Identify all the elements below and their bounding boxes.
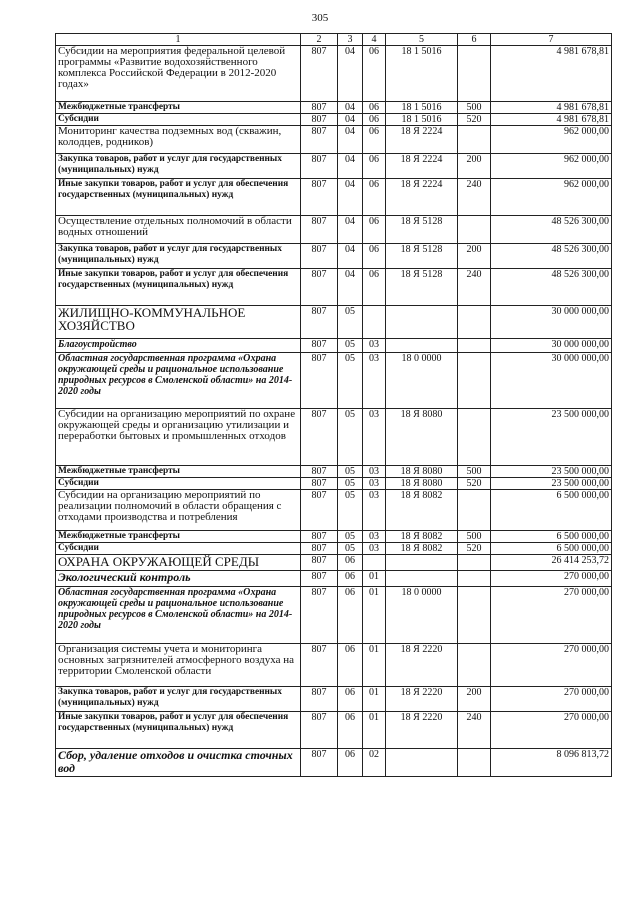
- row-subsection: 03: [363, 353, 386, 409]
- row-subsection: 01: [363, 644, 386, 687]
- row-amount: 30 000 000,00: [491, 339, 612, 353]
- row-section: 04: [338, 244, 363, 269]
- row-expense-type: [458, 571, 491, 587]
- row-expense-type: [458, 339, 491, 353]
- row-admin-code: 807: [301, 466, 338, 478]
- row-subsection: 06: [363, 216, 386, 244]
- row-target-article: 18 Я 2220: [386, 687, 458, 712]
- row-amount: 270 000,00: [491, 587, 612, 644]
- row-expense-type: 200: [458, 244, 491, 269]
- row-admin-code: 807: [301, 555, 338, 571]
- row-amount: 4 981 678,81: [491, 102, 612, 114]
- table-row: [56, 478, 612, 490]
- row-target-article: 18 Я 8082: [386, 543, 458, 555]
- row-section: 04: [338, 216, 363, 244]
- row-section: 04: [338, 179, 363, 216]
- table-row: [56, 587, 612, 644]
- row-admin-code: 807: [301, 306, 338, 339]
- row-admin-code: 807: [301, 712, 338, 749]
- row-section: 06: [338, 587, 363, 644]
- row-name: Субсидии: [56, 478, 301, 490]
- row-admin-code: 807: [301, 531, 338, 543]
- row-target-article: [386, 749, 458, 777]
- row-amount: 270 000,00: [491, 644, 612, 687]
- row-name: Субсидии: [56, 114, 301, 126]
- row-admin-code: 807: [301, 478, 338, 490]
- row-expense-type: [458, 216, 491, 244]
- row-subsection: 03: [363, 339, 386, 353]
- row-expense-type: 200: [458, 154, 491, 179]
- table-row: [56, 571, 612, 587]
- row-subsection: 02: [363, 749, 386, 777]
- row-amount: 48 526 300,00: [491, 244, 612, 269]
- row-subsection: 06: [363, 244, 386, 269]
- row-name: Организация системы учета и мониторинга основных загрязнителей атмосферного воздуха на территории Смоленской области: [56, 644, 301, 687]
- row-name: Областная государственная программа «Охрана окружающей среды и рациональное использование природных ресурсов в Смоленской области» на 2014-2020 годы: [56, 353, 301, 409]
- table-row: [56, 490, 612, 531]
- row-name: ЖИЛИЩНО-КОММУНАЛЬНОЕ ХОЗЯЙСТВО: [56, 306, 301, 339]
- row-subsection: 06: [363, 46, 386, 102]
- row-target-article: 18 1 5016: [386, 46, 458, 102]
- row-expense-type: 240: [458, 179, 491, 216]
- row-section: 04: [338, 102, 363, 114]
- row-amount: 30 000 000,00: [491, 306, 612, 339]
- row-expense-type: 500: [458, 466, 491, 478]
- row-admin-code: 807: [301, 46, 338, 102]
- row-target-article: 18 Я 2220: [386, 712, 458, 749]
- row-amount: 962 000,00: [491, 126, 612, 154]
- row-subsection: [363, 555, 386, 571]
- row-amount: 6 500 000,00: [491, 543, 612, 555]
- row-name: Осуществление отдельных полномочий в области водных отношений: [56, 216, 301, 244]
- row-amount: 270 000,00: [491, 687, 612, 712]
- page-number: 305: [311, 12, 329, 24]
- row-section: 04: [338, 154, 363, 179]
- table-row: [56, 531, 612, 543]
- table-row: [56, 306, 612, 339]
- row-section: 06: [338, 749, 363, 777]
- row-section: 04: [338, 269, 363, 306]
- row-section: 04: [338, 126, 363, 154]
- row-amount: 30 000 000,00: [491, 353, 612, 409]
- row-section: 05: [338, 353, 363, 409]
- row-admin-code: 807: [301, 749, 338, 777]
- header-col-1: 1: [56, 34, 301, 46]
- row-subsection: 03: [363, 490, 386, 531]
- row-target-article: [386, 555, 458, 571]
- table-row: [56, 749, 612, 777]
- row-amount: 6 500 000,00: [491, 490, 612, 531]
- row-expense-type: [458, 126, 491, 154]
- row-expense-type: [458, 490, 491, 531]
- row-admin-code: 807: [301, 490, 338, 531]
- row-name: Сбор, удаление отходов и очистка сточных вод: [56, 749, 301, 777]
- row-expense-type: 240: [458, 269, 491, 306]
- row-target-article: 18 Я 2220: [386, 644, 458, 687]
- row-target-article: 18 Я 2224: [386, 126, 458, 154]
- row-expense-type: [458, 46, 491, 102]
- row-subsection: 06: [363, 102, 386, 114]
- table-row: [56, 339, 612, 353]
- table-row: [56, 353, 612, 409]
- row-name: Закупка товаров, работ и услуг для государственных (муниципальных) нужд: [56, 154, 301, 179]
- row-admin-code: 807: [301, 269, 338, 306]
- header-col-2: 2: [301, 34, 338, 46]
- row-subsection: 01: [363, 687, 386, 712]
- table-row: [56, 216, 612, 244]
- row-name: Субсидии на мероприятия федеральной целевой программы «Развитие водохозяйственного комплекса Российской Федерации в 2012-2020 годах»: [56, 46, 301, 102]
- row-admin-code: 807: [301, 543, 338, 555]
- row-expense-type: [458, 409, 491, 466]
- row-target-article: 18 1 5016: [386, 102, 458, 114]
- table-row: [56, 179, 612, 216]
- row-subsection: 03: [363, 543, 386, 555]
- row-expense-type: [458, 749, 491, 777]
- table-row: [56, 102, 612, 114]
- row-subsection: 03: [363, 409, 386, 466]
- row-target-article: [386, 571, 458, 587]
- row-subsection: 03: [363, 531, 386, 543]
- row-expense-type: 500: [458, 102, 491, 114]
- row-target-article: 18 0 0000: [386, 353, 458, 409]
- row-expense-type: [458, 306, 491, 339]
- row-section: 05: [338, 339, 363, 353]
- row-name: Межбюджетные трансферты: [56, 102, 301, 114]
- row-amount: 270 000,00: [491, 712, 612, 749]
- header-col-3: 3: [338, 34, 363, 46]
- row-name: Межбюджетные трансферты: [56, 531, 301, 543]
- row-subsection: 06: [363, 269, 386, 306]
- row-amount: 26 414 253,72: [491, 555, 612, 571]
- row-section: 05: [338, 531, 363, 543]
- row-admin-code: 807: [301, 409, 338, 466]
- row-target-article: [386, 306, 458, 339]
- row-admin-code: 807: [301, 179, 338, 216]
- row-admin-code: 807: [301, 339, 338, 353]
- row-admin-code: 807: [301, 154, 338, 179]
- row-section: 06: [338, 644, 363, 687]
- row-section: 05: [338, 306, 363, 339]
- table-row: [56, 114, 612, 126]
- row-name: Областная государственная программа «Охрана окружающей среды и рациональное использование природных ресурсов в Смоленской области» на 2014-2020 годы: [56, 587, 301, 644]
- row-expense-type: [458, 644, 491, 687]
- row-target-article: 18 Я 8082: [386, 490, 458, 531]
- row-section: 05: [338, 409, 363, 466]
- row-name: Экологический контроль: [56, 571, 301, 587]
- row-subsection: 03: [363, 466, 386, 478]
- row-target-article: 18 Я 5128: [386, 244, 458, 269]
- row-target-article: 18 Я 8082: [386, 531, 458, 543]
- row-section: 06: [338, 555, 363, 571]
- row-subsection: 01: [363, 571, 386, 587]
- row-expense-type: 200: [458, 687, 491, 712]
- row-section: 05: [338, 466, 363, 478]
- row-amount: 23 500 000,00: [491, 466, 612, 478]
- table-row: [56, 687, 612, 712]
- table-row: [56, 712, 612, 749]
- row-section: 05: [338, 478, 363, 490]
- row-name: Мониторинг качества подземных вод (скважин, колодцев, родников): [56, 126, 301, 154]
- row-amount: 4 981 678,81: [491, 114, 612, 126]
- row-amount: 48 526 300,00: [491, 269, 612, 306]
- row-target-article: 18 Я 2224: [386, 179, 458, 216]
- row-admin-code: 807: [301, 102, 338, 114]
- row-section: 06: [338, 712, 363, 749]
- row-name: Субсидии на организацию мероприятий по реализации полномочий в области обращения с отходами производства и потребления: [56, 490, 301, 531]
- row-admin-code: 807: [301, 587, 338, 644]
- row-target-article: 18 Я 5128: [386, 269, 458, 306]
- row-amount: 8 096 813,72: [491, 749, 612, 777]
- row-expense-type: 520: [458, 478, 491, 490]
- row-amount: 4 981 678,81: [491, 46, 612, 102]
- row-subsection: 06: [363, 154, 386, 179]
- row-expense-type: 520: [458, 114, 491, 126]
- row-name: Закупка товаров, работ и услуг для государственных (муниципальных) нужд: [56, 244, 301, 269]
- row-name: Иные закупки товаров, работ и услуг для обеспечения государственных (муниципальных) нужд: [56, 269, 301, 306]
- row-section: 06: [338, 687, 363, 712]
- row-target-article: 18 Я 5128: [386, 216, 458, 244]
- row-target-article: 18 Я 8080: [386, 466, 458, 478]
- row-subsection: 06: [363, 114, 386, 126]
- row-admin-code: 807: [301, 126, 338, 154]
- row-expense-type: 500: [458, 531, 491, 543]
- row-name: ОХРАНА ОКРУЖАЮЩЕЙ СРЕДЫ: [56, 555, 301, 571]
- row-section: 06: [338, 571, 363, 587]
- table-row: [56, 543, 612, 555]
- header-col-6: 6: [458, 34, 491, 46]
- row-expense-type: 240: [458, 712, 491, 749]
- row-name: Субсидии на организацию мероприятий по охране окружающей среды и организацию утилизации и переработки бытовых и промышленных отходов: [56, 409, 301, 466]
- row-admin-code: 807: [301, 353, 338, 409]
- row-expense-type: [458, 587, 491, 644]
- budget-table: [55, 33, 612, 777]
- row-amount: 6 500 000,00: [491, 531, 612, 543]
- row-name: Субсидии: [56, 543, 301, 555]
- row-amount: 48 526 300,00: [491, 216, 612, 244]
- table-row: [56, 46, 612, 102]
- row-section: 04: [338, 114, 363, 126]
- row-subsection: [363, 306, 386, 339]
- row-expense-type: 520: [458, 543, 491, 555]
- row-name: Закупка товаров, работ и услуг для государственных (муниципальных) нужд: [56, 687, 301, 712]
- row-name: Иные закупки товаров, работ и услуг для обеспечения государственных (муниципальных) нужд: [56, 179, 301, 216]
- table-row: [56, 409, 612, 466]
- row-expense-type: [458, 555, 491, 571]
- row-expense-type: [458, 353, 491, 409]
- header-col-5: 5: [386, 34, 458, 46]
- row-target-article: 18 Я 8080: [386, 409, 458, 466]
- row-name: Межбюджетные трансферты: [56, 466, 301, 478]
- table-header-row: [56, 34, 612, 46]
- row-amount: 23 500 000,00: [491, 409, 612, 466]
- row-admin-code: 807: [301, 244, 338, 269]
- table-row: [56, 126, 612, 154]
- table-row: [56, 555, 612, 571]
- row-admin-code: 807: [301, 571, 338, 587]
- table-row: [56, 644, 612, 687]
- row-admin-code: 807: [301, 114, 338, 126]
- budget-table-body: [56, 34, 612, 777]
- row-subsection: 06: [363, 126, 386, 154]
- row-name: Благоустройство: [56, 339, 301, 353]
- header-col-4: 4: [363, 34, 386, 46]
- row-admin-code: 807: [301, 687, 338, 712]
- row-section: 05: [338, 490, 363, 531]
- row-target-article: 18 0 0000: [386, 587, 458, 644]
- table-row: [56, 269, 612, 306]
- row-subsection: 03: [363, 478, 386, 490]
- row-amount: 962 000,00: [491, 179, 612, 216]
- row-admin-code: 807: [301, 216, 338, 244]
- row-target-article: 18 Я 2224: [386, 154, 458, 179]
- row-amount: 270 000,00: [491, 571, 612, 587]
- row-section: 05: [338, 543, 363, 555]
- table-row: [56, 244, 612, 269]
- row-admin-code: 807: [301, 644, 338, 687]
- row-subsection: 01: [363, 712, 386, 749]
- row-amount: 962 000,00: [491, 154, 612, 179]
- table-row: [56, 466, 612, 478]
- row-subsection: 06: [363, 179, 386, 216]
- row-target-article: 18 Я 8080: [386, 478, 458, 490]
- row-target-article: 18 1 5016: [386, 114, 458, 126]
- row-section: 04: [338, 46, 363, 102]
- table-row: [56, 154, 612, 179]
- row-target-article: [386, 339, 458, 353]
- row-subsection: 01: [363, 587, 386, 644]
- row-amount: 23 500 000,00: [491, 478, 612, 490]
- header-col-7: 7: [491, 34, 612, 46]
- row-name: Иные закупки товаров, работ и услуг для обеспечения государственных (муниципальных) нужд: [56, 712, 301, 749]
